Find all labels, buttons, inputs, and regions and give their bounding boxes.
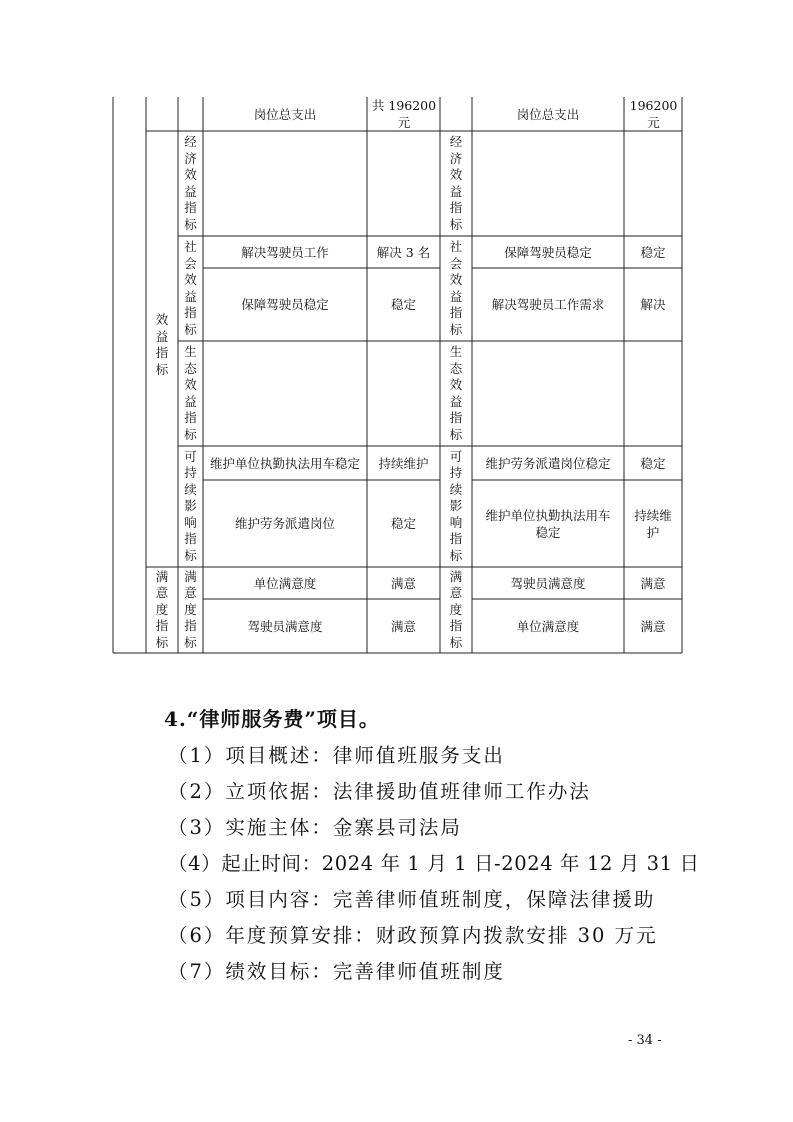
subcategory-satisfaction-right-label: 满意度指标 — [449, 568, 463, 650]
sustainable-row2-left-value: 稳定 — [390, 516, 416, 531]
sustainable-row1-right-value: 稳定 — [640, 455, 666, 471]
subcategory-sustainable-left — [178, 446, 203, 567]
table-cell-total-label-left: 岗位总支出 — [253, 106, 317, 122]
social-row1-left-item: 解决驾驶员工作 — [241, 244, 329, 260]
subcategory-satisfaction-left — [178, 567, 203, 653]
sustainable-row2-right-item: 维护单位执勤执法用车稳定 — [485, 507, 611, 540]
social-row2-right-value: 解决 — [640, 297, 666, 312]
sustainable-row1-left-item: 维护单位执勤执法用车稳定 — [209, 455, 360, 471]
subcategory-social-right — [440, 236, 472, 341]
satisfaction-row2-right-value: 满意 — [640, 618, 666, 634]
section-heading: 4.“律师服务费”项目。 — [164, 707, 380, 731]
subcategory-economic-right — [440, 131, 472, 236]
subcategory-economic-left-label: 经济效益指标 — [184, 134, 197, 232]
category-benefit-label: 效益指标 — [155, 312, 169, 377]
satisfaction-row1-left-item: 单位满意度 — [253, 575, 317, 591]
social-row1-right-value: 稳定 — [640, 244, 666, 260]
social-row2-right-item: 解决驾驶员工作需求 — [491, 297, 605, 312]
sustainable-row1-left-value: 持续维护 — [378, 455, 429, 471]
sustainable-row2-left-item: 维护劳务派遣岗位 — [234, 516, 335, 531]
satisfaction-row1-right-value: 满意 — [640, 575, 666, 591]
subcategory-sustainable-left-label: 可持续影响指标 — [184, 448, 197, 563]
social-row1-left-value: 解决 3 名 — [376, 244, 431, 260]
subcategory-economic-right-label: 经济效益指标 — [449, 134, 463, 232]
satisfaction-row2-left-value: 满意 — [390, 618, 416, 634]
category-benefit-indicators — [146, 305, 178, 385]
table-cell-total-label-right: 岗位总支出 — [516, 106, 580, 122]
section-item-1: （1）项目概述：律师值班服务支出 — [168, 744, 505, 767]
subcategory-satisfaction-right — [440, 567, 472, 653]
sustainable-row1-right-item: 维护劳务派遣岗位稳定 — [485, 455, 611, 471]
table-cell-total-value-left: 共 196200元 — [371, 98, 437, 130]
satisfaction-row2-right-item: 单位满意度 — [516, 618, 580, 634]
social-row1-right-item: 保障驾驶员稳定 — [504, 244, 592, 260]
subcategory-social-right-label: 社会效益指标 — [449, 239, 463, 337]
category-satisfaction-label: 满意度指标 — [155, 568, 169, 650]
category-satisfaction-indicators — [146, 567, 178, 653]
section-item-2: （2）立项依据：法律援助值班律师工作办法 — [168, 780, 591, 803]
satisfaction-row1-right-item: 驾驶员满意度 — [510, 575, 586, 591]
subcategory-ecological-left-label: 生态效益指标 — [184, 344, 197, 442]
section-item-6: （6）年度预算安排：财政预算内拨款安排 30 万元 — [168, 924, 658, 947]
subcategory-social-left-label: 社会效益指标 — [184, 239, 197, 337]
subcategory-ecological-right-label: 生态效益指标 — [449, 344, 463, 442]
sustainable-row2-right-value: 持续维护 — [634, 507, 672, 540]
subcategory-satisfaction-left-label: 满意度指标 — [184, 568, 197, 650]
satisfaction-row1-left-value: 满意 — [390, 575, 416, 591]
subcategory-ecological-left — [178, 341, 203, 446]
section-item-3: （3）实施主体：金寨县司法局 — [168, 816, 462, 839]
section-item-7: （7）绩效目标：完善律师值班制度 — [168, 960, 505, 983]
social-row2-left-value: 稳定 — [390, 297, 416, 312]
subcategory-sustainable-right-label: 可持续影响指标 — [449, 448, 463, 563]
subcategory-ecological-right — [440, 341, 472, 446]
page-number: - 34 - — [628, 1033, 662, 1048]
section-item-4: （4）起止时间：2024 年 1 月 1 日-2024 年 12 月 31 日 — [168, 852, 700, 875]
table-cell-total-value-right: 196200元 — [629, 98, 678, 130]
subcategory-sustainable-right — [440, 446, 472, 567]
subcategory-economic-left — [178, 131, 203, 236]
social-row2-left-item: 保障驾驶员稳定 — [241, 297, 329, 312]
section-item-5: （5）项目内容：完善律师值班制度，保障法律援助 — [168, 888, 656, 911]
satisfaction-row2-left-item: 驾驶员满意度 — [247, 618, 323, 634]
subcategory-social-left — [178, 236, 203, 341]
